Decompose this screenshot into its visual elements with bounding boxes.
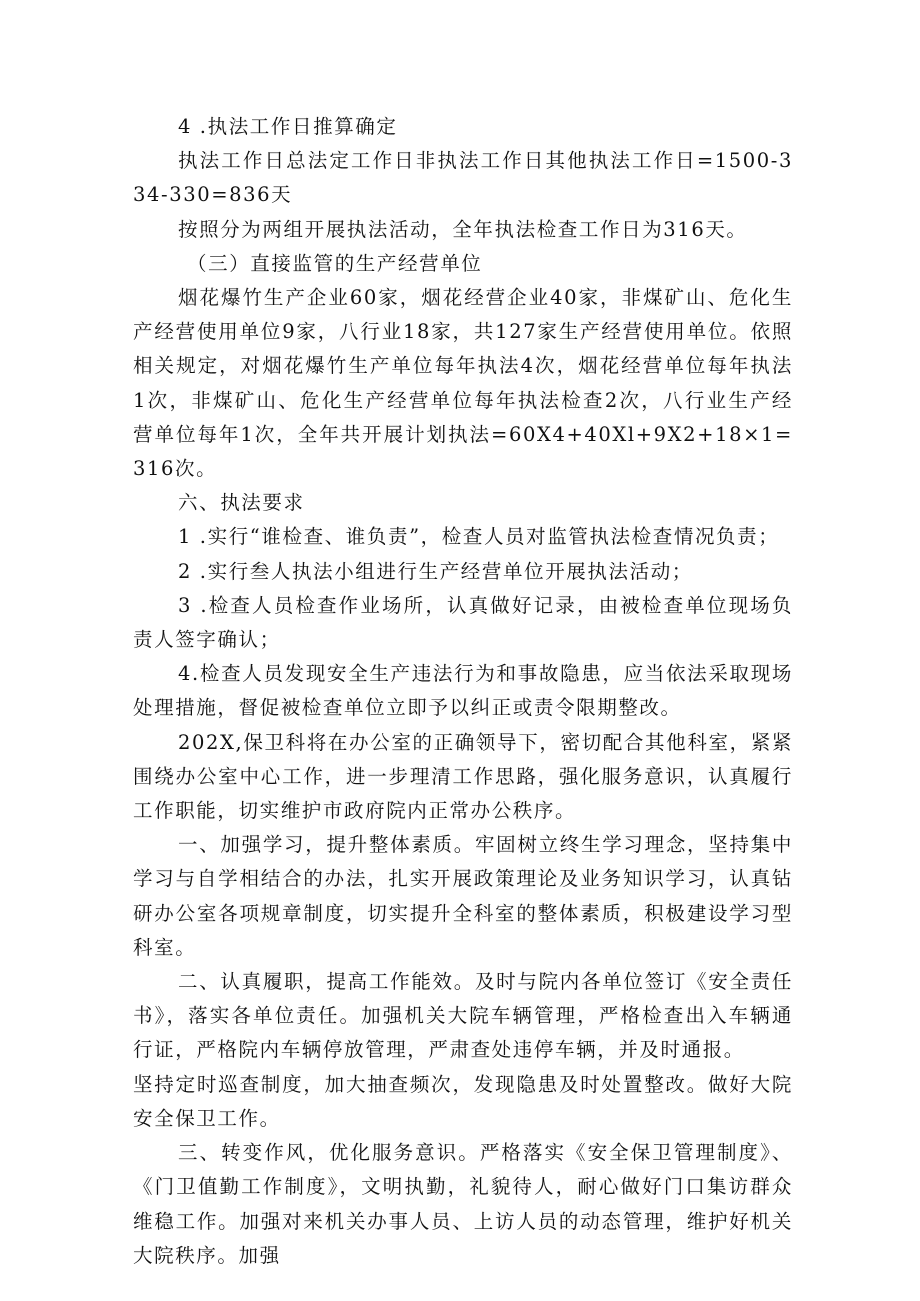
paragraph-13: 二、认真履职，提高工作能效。及时与院内各单位签订《安全责任书》，落实各单位责任。加强机关大院车辆管理，严格检查出入车辆通行证，严格院内车辆停放管理，严肃查处违停车辆，并及时通报。 [133,970,793,1062]
document-body [133,110,793,1273]
list-item-3: 3 .检查人员检查作业场所，认真做好记录，由被检查单位现场负责人签字确认； [133,593,793,652]
paragraph-15: 三、转变作风，优化服务意识。严格落实《安全保卫管理制度》、《门卫值勤工作制度》，文明执勤，礼貌待人，耐心做好门口集访群众维稳工作。加强对来机关办事人员、上访人员的动态管理，维护好机关大院秩序。加强 [133,1141,793,1267]
paragraph-14: 坚持定时巡查制度，加大抽查频次，发现隐患及时处置整改。做好大院安全保卫工作。 [133,1072,793,1130]
paragraph-12: 一、加强学习，提升整体素质。牢固树立终生学习理念，坚持集中学习与自学相结合的办法，扎实开展政策理论及业务知识学习，认真钻研办公室各项规章制度，切实提升全科室的整体素质，积极建设学习型科室。 [133,833,793,959]
section-heading: （三）直接监管的生产经营单位 [187,251,483,275]
list-item-1: 1 .实行“谁检查、谁负责”，检查人员对监管执法检查情况负责； [178,525,780,549]
paragraph-1: 4 .执法工作日推算确定 [178,115,398,138]
paragraph-2: 执法工作日总法定工作日非执法工作日其他执法工作日=1500-334-330=836天 [133,149,793,207]
paragraph-11: 202X,保卫科将在办公室的正确领导下，密切配合其他科室，紧紧围绕办公室中心工作，进一步理清工作思路，强化服务意识，认真履行工作职能，切实维护市政府院内正常办公秩序。 [133,730,793,823]
paragraph-3: 按照分为两组开展执法活动，全年执法检查工作日为316天。 [178,217,748,241]
list-item-2: 2 .实行叁人执法小组进行生产经营单位开展执法活动； [178,559,693,583]
section-heading-requirements: 六、执法要求 [178,491,305,515]
paragraph-5: 烟花爆竹生产企业60家，烟花经营企业40家，非煤矿山、危化生产经营使用单位9家，八行业18家，共127家生产经营使用单位。依照相关规定，对烟花爆竹生产单位每年执法4次，烟花经营单位每年执法1次，非煤矿山、危化生产经营单位每年执法检查2次，八行业生产经营单位每年1次，全年共开展计划执法=60X4+40Xl+9X2+18×1=316次。 [133,286,793,481]
list-item-4: 4.检查人员发现安全生产违法行为和事故隐患，应当依法采取现场处理措施，督促被检查单位立即予以纠正或责令限期整改。 [133,662,793,720]
